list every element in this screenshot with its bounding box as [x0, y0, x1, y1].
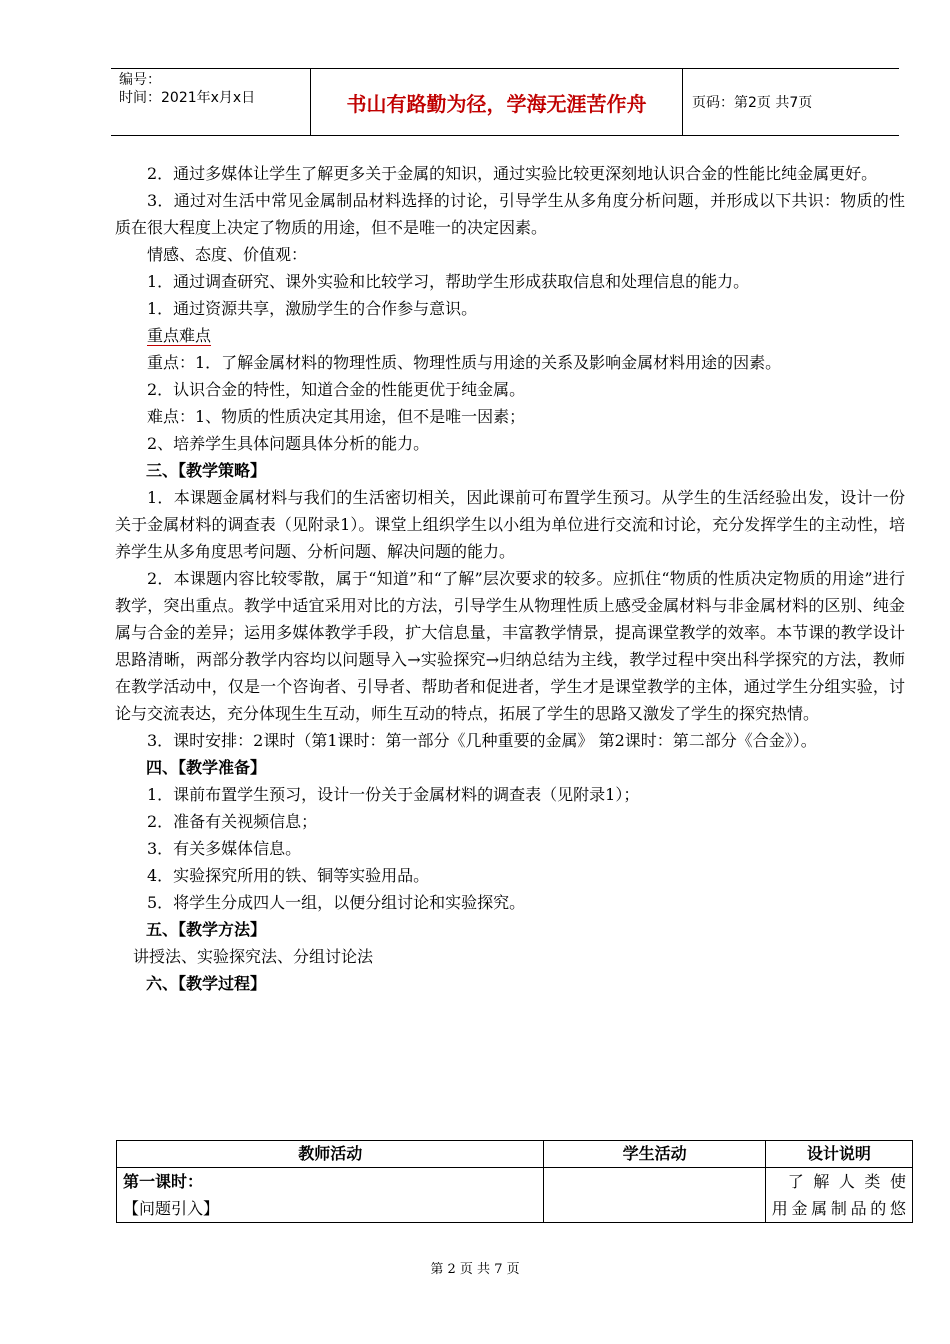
objective-paragraph-2: 2．通过多媒体让学生了解更多关于金属的知识，通过实验比较更深刻地认识合金的性能比纯金属更好。 — [147, 164, 878, 183]
student-activity-cell — [544, 1168, 765, 1223]
difficulty-2: 2、培养学生具体问题具体分析的能力。 — [147, 434, 430, 453]
preparation-item-4: 4．实验探究所用的铁、铜等实验用品。 — [147, 866, 430, 885]
preparation-item-2: 2．准备有关视频信息； — [147, 812, 318, 831]
strategy-paragraph-2: 2．本课题内容比较零散，属于“知道”和“了解”层次要求的较多。应抓住“物质的性质决定物质的用途”进行教学，突出重点。教学中适宜采用对比的方法，引导学生从物理性质上感受金属材料与非金属材料的区别、纯金属与合金的差异；运用多媒体教学手段，扩大信息量，丰富教学情景，提高课堂教学的效率。本节课的教学设计思路清晰，两部分教学内容均以问题导入→实验探究→归纳总结为主线，教学过程中突出科学探究的方法，教师在教学活动中，仅是一个咨询者、引导者、帮助者和促进者，学生才是课堂教学的主体，通过学生分组实验，讨论与交流表达，充分体现生生互动，师生互动的特点，拓展了学生的思路又激发了学生的探究热情。 — [115, 569, 905, 723]
section-strategy-heading: 三、【教学策略】 — [146, 461, 267, 480]
objective-paragraph-3: 3．通过对生活中常见金属制品材料选择的讨论，引导学生从多角度分析问题，并形成以下共识：物质的性质在很大程度上决定了物质的用途，但不是唯一的决定因素。 — [115, 191, 905, 237]
emotion-item-2: 1．通过资源共享，激励学生的合作参与意识。 — [147, 299, 478, 318]
section-preparation-heading: 四、【教学准备】 — [146, 758, 267, 777]
difficulty-1: 难点：1、物质的性质决定其用途，但不是唯一因素； — [147, 407, 526, 426]
section-process-heading — [115, 970, 905, 997]
lesson-one-label: 第一课时： — [123, 1172, 204, 1191]
header-teacher-activity: 教师活动 — [117, 1141, 544, 1168]
table-header-row — [117, 1141, 913, 1168]
document-date: 时间：2021年x月x日 — [119, 90, 256, 106]
strategy-paragraph-1: 1．本课题金属材料与我们的生活密切相关，因此课前可布置学生预习。从学生的生活经验出发，设计一份关于金属材料的调查表（见附录1）。课堂上组织学生以小组为单位进行交流和讨论，充分发挥学生的主动性，培养学生从多角度思考问题、分析问题、解决问题的能力。 — [115, 488, 905, 561]
header-design-notes: 设计说明 — [765, 1141, 912, 1168]
teaching-process-table — [116, 1140, 913, 1223]
design-notes-cell — [765, 1168, 912, 1223]
document-number-label: 编号： — [119, 72, 161, 88]
header-meta — [111, 69, 311, 135]
page-header — [111, 68, 899, 136]
design-note-line-2: 用金属制品的悠 — [771, 1199, 906, 1218]
preparation-item-1: 1．课前布置学生预习，设计一份关于金属材料的调查表（见附录1）； — [147, 785, 640, 804]
page-footer: 第 2 页 共 7 页 — [430, 1262, 520, 1277]
table-row — [117, 1168, 913, 1223]
key-point-2: 2．认识合金的特性，知道合金的性能更优于纯金属。 — [147, 380, 526, 399]
header-page-info: 页码：第2页 共7页 — [692, 95, 813, 111]
key-point-1: 重点：1．了解金属材料的物理性质、物理性质与用途的关系及影响金属材料用途的因素。 — [147, 353, 782, 372]
header-student-activity: 学生活动 — [544, 1141, 765, 1168]
section-methods-heading: 五、【教学方法】 — [146, 920, 267, 939]
key-title-line — [115, 322, 905, 349]
preparation-item-5: 5．将学生分成四人一组，以便分组讨论和实验探究。 — [147, 893, 526, 912]
emotion-title: 情感、态度、价值观： — [147, 245, 308, 264]
emotion-item-1: 1．通过调查研究、课外实验和比较学习，帮助学生形成获取信息和处理信息的能力。 — [147, 272, 750, 291]
preparation-item-3: 3．有关多媒体信息。 — [147, 839, 302, 858]
methods-text: 讲授法、实验探究法、分组讨论法 — [133, 947, 374, 966]
strategy-paragraph-3: 3．课时安排：2课时（第1课时：第一部分《几种重要的金属》 第2课时：第二部分《合金》）。 — [147, 731, 817, 750]
design-note-line-1: 了解人类使 — [787, 1172, 906, 1191]
teacher-activity-cell — [117, 1168, 544, 1223]
document-body — [115, 160, 905, 997]
header-motto: 书山有路勤为径，学海无涯苦作舟 — [311, 69, 683, 135]
process-heading-text: 六、【教学过程】 — [146, 974, 267, 993]
key-difficulty-title: 重点难点 — [147, 326, 212, 345]
question-intro-label: 【问题引入】 — [123, 1199, 220, 1218]
